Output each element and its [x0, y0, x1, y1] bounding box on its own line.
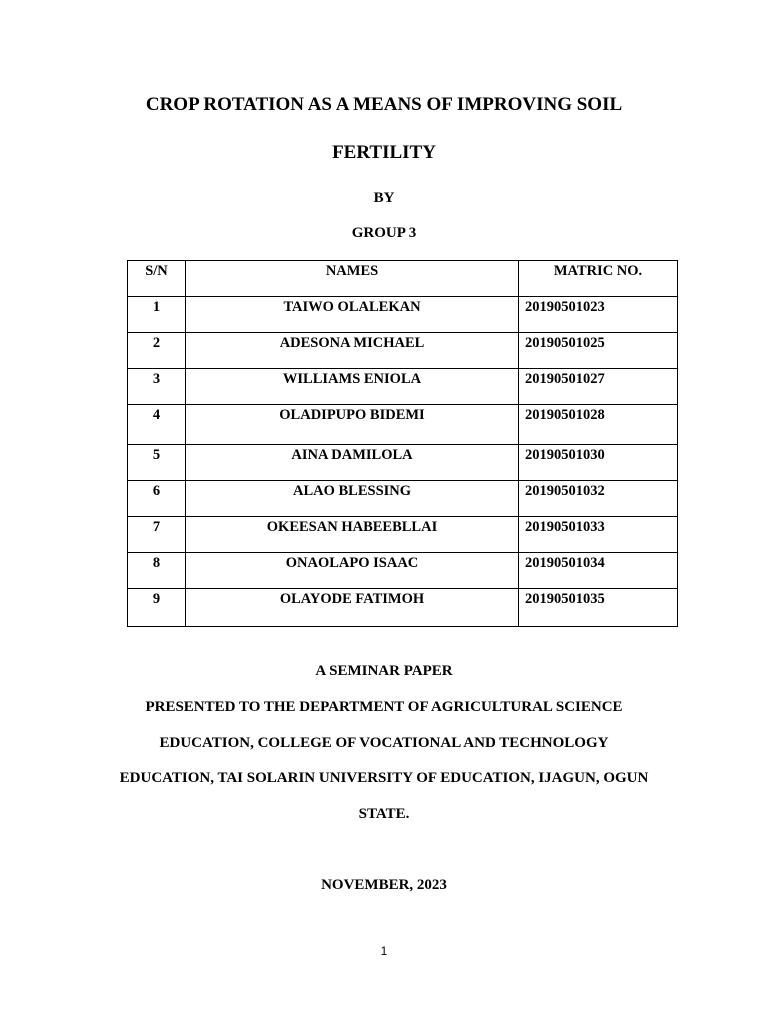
title-line-2: FERTILITY — [332, 142, 436, 163]
cell-sn: 3 — [128, 369, 186, 405]
cell-name: ONAOLAPO ISAAC — [186, 553, 519, 589]
cell-name: AINA DAMILOLA — [186, 445, 519, 481]
cell-matric: 20190501028 — [519, 405, 678, 445]
table-row — [128, 405, 678, 445]
title-line-1: CROP ROTATION AS A MEANS OF IMPROVING SOIL — [145, 94, 623, 115]
group-label: GROUP 3 — [351, 225, 417, 241]
table-row — [128, 481, 678, 517]
cell-sn: 6 — [128, 481, 186, 517]
cell-name: WILLIAMS ENIOLA — [186, 369, 519, 405]
cell-matric: 20190501027 — [519, 369, 678, 405]
members-table — [127, 260, 678, 627]
table-header-row — [128, 261, 678, 297]
table-row — [128, 369, 678, 405]
cell-matric: 20190501033 — [519, 517, 678, 553]
cell-sn: 5 — [128, 445, 186, 481]
table-row — [128, 297, 678, 333]
cell-matric: 20190501025 — [519, 333, 678, 369]
cell-matric: 20190501023 — [519, 297, 678, 333]
by-label: BY — [373, 190, 395, 206]
cell-sn: 4 — [128, 405, 186, 445]
seminar-label: A SEMINAR PAPER — [315, 663, 453, 679]
cell-name: OLADIPUPO BIDEMI — [186, 405, 519, 445]
cell-sn: 1 — [128, 297, 186, 333]
table-row — [128, 589, 678, 627]
cell-matric: 20190501034 — [519, 553, 678, 589]
presented-line-3: EDUCATION, TAI SOLARIN UNIVERSITY OF EDUCATION, IJAGUN, OGUN — [119, 770, 649, 786]
page-number: 1 — [380, 944, 388, 958]
date-label: NOVEMBER, 2023 — [321, 877, 447, 893]
cell-name: ALAO BLESSING — [186, 481, 519, 517]
cell-matric: 20190501032 — [519, 481, 678, 517]
table-row — [128, 445, 678, 481]
presented-line-2: EDUCATION, COLLEGE OF VOCATIONAL AND TECHNOLOGY — [159, 735, 609, 751]
cell-sn: 7 — [128, 517, 186, 553]
cell-name: OLAYODE FATIMOH — [186, 589, 519, 627]
table-row — [128, 333, 678, 369]
cell-name: OKEESAN HABEEBLLAI — [186, 517, 519, 553]
cell-matric: 20190501035 — [519, 589, 678, 627]
table-row — [128, 517, 678, 553]
cell-matric: 20190501030 — [519, 445, 678, 481]
cell-sn: 8 — [128, 553, 186, 589]
table-row — [128, 553, 678, 589]
header-sn: S/N — [128, 261, 186, 297]
presented-line-1: PRESENTED TO THE DEPARTMENT OF AGRICULTURAL SCIENCE — [145, 699, 623, 715]
cell-sn: 2 — [128, 333, 186, 369]
cell-name: ADESONA MICHAEL — [186, 333, 519, 369]
cell-sn: 9 — [128, 589, 186, 627]
header-names: NAMES — [186, 261, 519, 297]
presented-line-4: STATE. — [358, 806, 410, 822]
cell-name: TAIWO OLALEKAN — [186, 297, 519, 333]
header-matric: MATRIC NO. — [519, 261, 678, 297]
